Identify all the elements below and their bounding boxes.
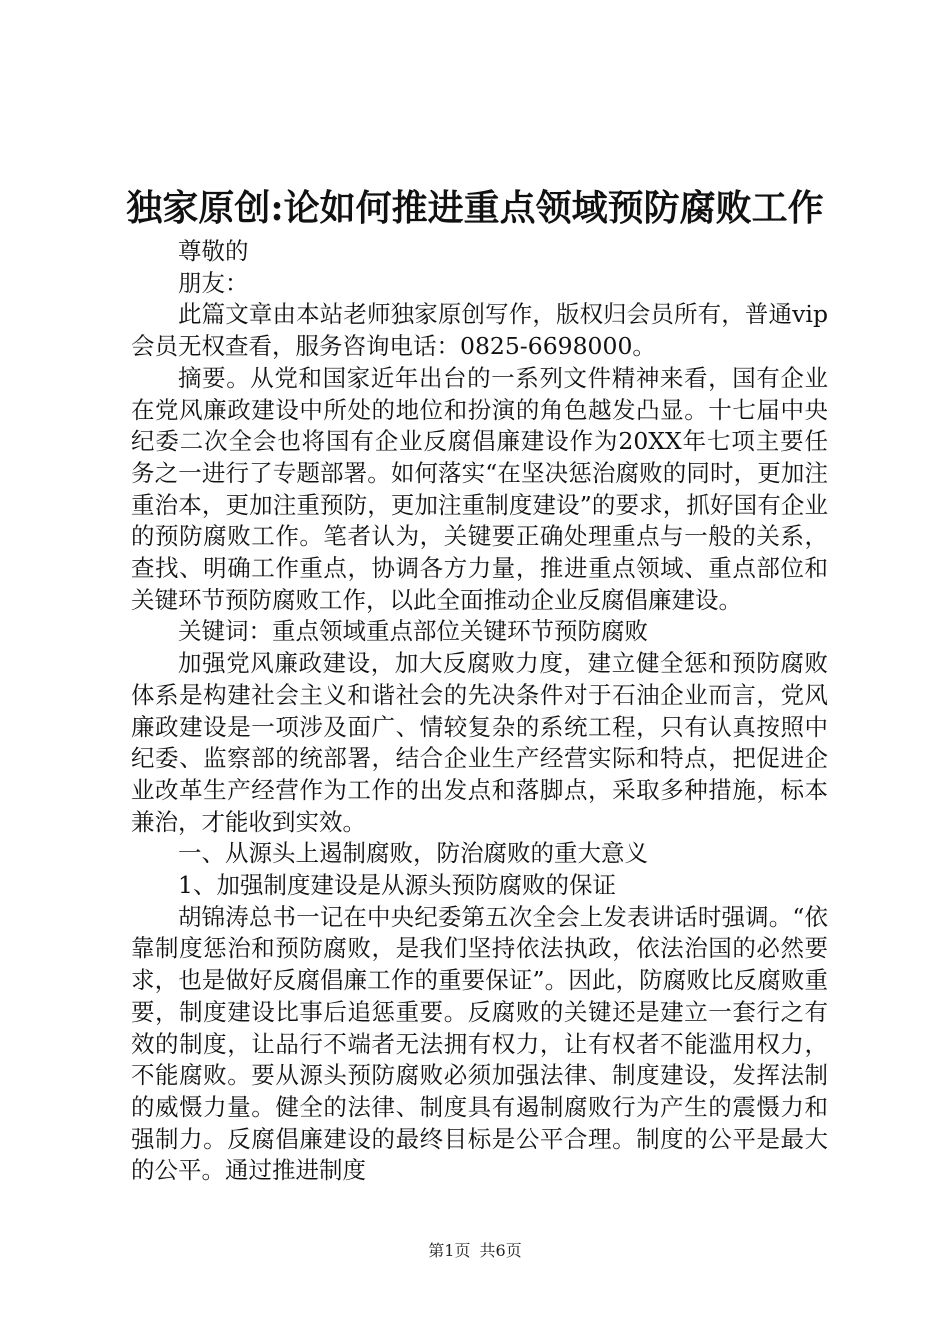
document-body — [131, 236, 828, 1187]
page-total: 共6页 — [479, 1241, 522, 1260]
abstract-paragraph: 摘要。从党和国家近年出台的一系列文件精神来看，国有企业在党风廉政建设中所处的地位和扮演的角色越发凸显。十七届中央纪委二次全会也将国有企业反腐倡廉建设作为20XX年七项主要任务之一进行了专题部署。如何落实“在坚决惩治腐败的同时，更加注重治本，更加注重预防，更加注重制度建设”的要求，抓好国有企业的预防腐败工作。笔者认为，关键要正确处理重点与一般的关系，查找、明确工作重点，协调各方力量，推进重点领域、重点部位和关键环节预防腐败工作，以此全面推动企业反腐倡廉建设。 — [131, 363, 828, 614]
greeting-line: 尊敬的 — [178, 237, 249, 265]
copyright-notice-paragraph: 此篇文章由本站老师独家原创写作，版权归会员所有，普通vip会员无权查看，服务咨询电话：0825-6698000。 — [131, 300, 828, 361]
intro-paragraph: 加强党风廉政建设，加大反腐败力度，建立健全惩和预防腐败体系是构建社会主义和谐社会的先决条件对于石油企业而言，党风廉政建设是一项涉及面广、情较复杂的系统工程，只有认真按照中纪委、监察部的统部署，结合企业生产经营实际和特点，把促进企业改革生产经营作为工作的出发点和落脚点，采取多种措施，标本兼治，才能收到实效。 — [131, 649, 828, 836]
body-paragraph: 胡锦涛总书一记在中央纪委第五次全会上发表讲话时强调。“依靠制度惩治和预防腐败，是我们坚持依法执政，依法治国的必然要求，也是做好反腐倡廉工作的重要保证”。因此，防腐败比反腐败重要，制度建设比事后追惩重要。反腐败的关键还是建立一套行之有效的制度，让品行不端者无法拥有权力，让有权者不能滥用权力，不能腐败。要从源头预防腐败必须加强法律、制度建设，发挥法制的威慑力量。健全的法律、制度具有遏制腐败行为产生的震慑力和强制力。反腐倡廉建设的最终目标是公平合理。制度的公平是最大的公平。通过推进制度 — [131, 902, 828, 1185]
keywords-paragraph: 关键词：重点领域重点部位关键环节预防腐败 — [178, 617, 648, 646]
page-footer — [0, 1240, 950, 1262]
subsection-heading: 1、加强制度建设是从源头预防腐败的保证 — [178, 871, 616, 900]
section-heading: 一、从源头上遏制腐败，防治腐败的重大意义 — [178, 839, 648, 868]
greeting-line: 朋友： — [178, 268, 249, 297]
page-number: 第1页 — [428, 1241, 471, 1260]
document-title: 独家原创:论如何推进重点领域预防腐败工作 — [126, 187, 824, 229]
